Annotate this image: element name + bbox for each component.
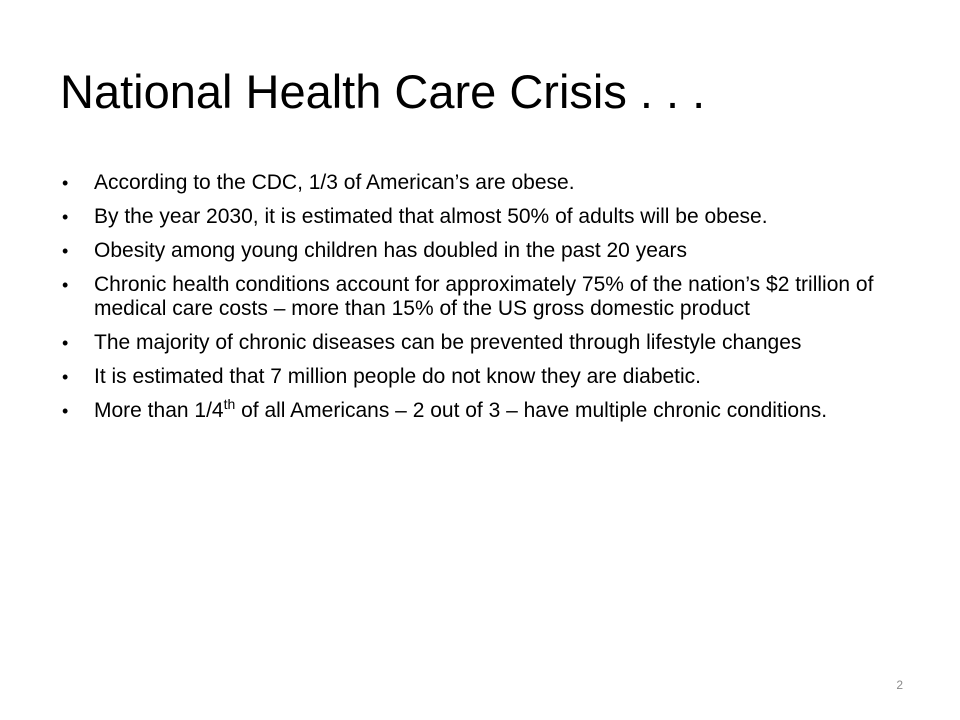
- bullet-icon: •: [62, 241, 69, 261]
- bullet-icon: •: [62, 333, 69, 353]
- bullet-item: [62, 396, 920, 423]
- bullet-text: [94, 396, 828, 422]
- bullet-text: The majority of chronic diseases can be prevented through lifestyle changes: [94, 331, 802, 354]
- bullet-text: According to the CDC, 1/3 of American’s are obese.: [94, 171, 575, 194]
- bullet-text: Obesity among young children has doubled in the past 20 years: [94, 239, 688, 262]
- bullet-item: [62, 205, 920, 229]
- page-number: 2: [896, 678, 903, 692]
- bullet-text: It is estimated that 7 million people do not know they are diabetic.: [94, 365, 702, 388]
- bullet-item: [62, 239, 920, 263]
- bullet-icon: •: [62, 207, 69, 227]
- bullet-list: [62, 171, 920, 433]
- bullet-item: [62, 171, 920, 195]
- bullet-icon: •: [62, 401, 69, 421]
- bullet-icon: •: [62, 173, 69, 193]
- ordinal-superscript: th: [223, 396, 236, 412]
- bullet-text-after: of all Americans – 2 out of 3 – have multiple chronic conditions.: [235, 399, 828, 422]
- bullet-text: By the year 2030, it is estimated that almost 50% of adults will be obese.: [94, 205, 768, 228]
- bullet-icon: •: [62, 367, 69, 387]
- bullet-text-before: More than 1/4: [94, 399, 224, 422]
- bullet-item: [62, 273, 920, 321]
- bullet-item: [62, 365, 920, 389]
- bullet-item: [62, 331, 920, 355]
- bullet-icon: •: [62, 275, 69, 295]
- slide-title: National Health Care Crisis . . .: [60, 65, 706, 118]
- bullet-text: Chronic health conditions account for approximately 75% of the nation’s $2 trillion of medical care costs – more than 15% of the US gross domestic product: [94, 273, 874, 320]
